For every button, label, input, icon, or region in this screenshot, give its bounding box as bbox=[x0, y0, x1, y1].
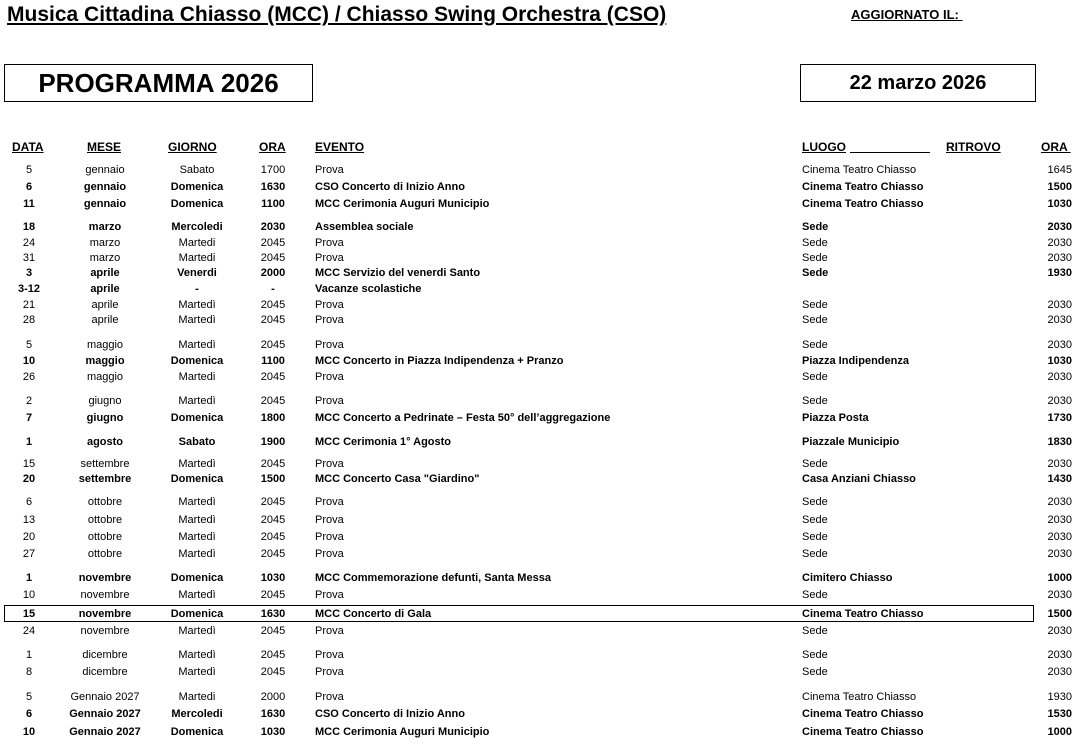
row-time: 1700 bbox=[260, 164, 286, 176]
row-venue: Sede bbox=[802, 514, 828, 526]
row-month: marzo bbox=[89, 237, 121, 249]
row-month: aprile bbox=[91, 299, 119, 311]
row-month: Gennaio 2027 bbox=[69, 708, 141, 720]
row-time: 2045 bbox=[260, 299, 286, 311]
row-event: Prova bbox=[315, 649, 344, 661]
row-date: 21 bbox=[22, 299, 36, 311]
table-row bbox=[0, 472, 1081, 487]
row-month: maggio bbox=[86, 339, 124, 351]
row-weekday: Martedi bbox=[178, 237, 216, 249]
row-meeting-time: 2030 bbox=[1047, 666, 1072, 678]
row-time: 2045 bbox=[260, 395, 286, 407]
header-mese: MESE bbox=[87, 140, 122, 154]
row-month: novembre bbox=[80, 625, 130, 637]
row-venue: Piazzale Municipio bbox=[802, 436, 900, 448]
row-weekday: Martedì bbox=[178, 649, 216, 661]
row-meeting-time: 1930 bbox=[1047, 691, 1072, 703]
row-event: Prova bbox=[315, 531, 344, 543]
row-weekday: Martedì bbox=[178, 314, 216, 326]
row-meeting-time: 1930 bbox=[1047, 267, 1072, 279]
row-weekday: Martedì bbox=[178, 395, 216, 407]
row-time: 2045 bbox=[260, 458, 286, 470]
row-date: 10 bbox=[22, 726, 36, 738]
row-venue: Sede bbox=[802, 625, 828, 637]
row-month: ottobre bbox=[87, 514, 123, 526]
row-event: Prova bbox=[315, 666, 344, 678]
row-date: 28 bbox=[22, 314, 36, 326]
row-venue: Sede bbox=[802, 252, 828, 264]
row-date: 10 bbox=[22, 355, 36, 367]
row-weekday: Martedì bbox=[178, 299, 216, 311]
row-time: 2045 bbox=[260, 649, 286, 661]
row-weekday: - bbox=[195, 283, 199, 295]
table-row bbox=[0, 530, 1081, 545]
row-event: MCC Cerimonia Auguri Municipio bbox=[315, 726, 490, 738]
row-venue: Sede bbox=[802, 548, 828, 560]
row-date: 3-12 bbox=[17, 283, 41, 295]
row-venue: Sede bbox=[802, 221, 829, 233]
table-row bbox=[0, 648, 1081, 663]
row-date: 1 bbox=[25, 436, 33, 448]
row-time: 2045 bbox=[260, 589, 286, 601]
row-venue: Cimitero Chiasso bbox=[802, 572, 893, 584]
row-venue: Sede bbox=[802, 649, 828, 661]
row-month: Gennaio 2027 bbox=[69, 726, 141, 738]
row-event: Prova bbox=[315, 371, 344, 383]
header-data: DATA bbox=[12, 140, 44, 154]
table-row bbox=[0, 313, 1081, 328]
row-meeting-time: 1000 bbox=[1047, 572, 1072, 584]
row-venue: Sede bbox=[802, 395, 828, 407]
row-event: Prova bbox=[315, 548, 344, 560]
row-date: 1 bbox=[25, 572, 33, 584]
row-venue: Sede bbox=[802, 314, 828, 326]
row-event: Prova bbox=[315, 496, 344, 508]
row-month: Gennaio 2027 bbox=[70, 691, 140, 703]
row-event: MCC Servizio del venerdi Santo bbox=[315, 267, 481, 279]
row-time: 1500 bbox=[260, 473, 286, 485]
row-month: ottobre bbox=[87, 496, 123, 508]
row-weekday: Martedì bbox=[178, 625, 216, 637]
row-weekday: Domenica bbox=[170, 572, 224, 584]
row-meeting-time: 2030 bbox=[1047, 589, 1072, 601]
row-time: 1030 bbox=[260, 726, 286, 738]
row-weekday: Domenica bbox=[170, 473, 224, 485]
row-month: gennaio bbox=[83, 198, 127, 210]
row-date: 6 bbox=[25, 496, 33, 508]
row-weekday: Martedì bbox=[178, 514, 216, 526]
row-event: Prova bbox=[315, 514, 344, 526]
row-weekday: Mercoledi bbox=[171, 708, 223, 720]
row-meeting-time: 2030 bbox=[1047, 339, 1072, 351]
row-venue: Sede bbox=[802, 496, 828, 508]
row-event: MCC Concerto Casa "Giardino" bbox=[315, 473, 480, 485]
row-venue: Cinema Teatro Chiasso bbox=[802, 181, 924, 193]
row-event: Prova bbox=[315, 339, 344, 351]
row-meeting-time: 1000 bbox=[1047, 726, 1072, 738]
row-meeting-time: 1730 bbox=[1047, 412, 1072, 424]
programme-title: PROGRAMMA 2026 bbox=[38, 67, 279, 98]
table-row bbox=[0, 665, 1081, 680]
row-time: 2045 bbox=[260, 548, 286, 560]
row-date: 10 bbox=[22, 589, 36, 601]
row-event: MCC Concerto a Pedrinate – Festa 50° dell’aggregazione bbox=[315, 412, 611, 424]
table-row bbox=[0, 338, 1081, 353]
header-ritrovo: RITROVO bbox=[946, 140, 1001, 154]
table-row bbox=[0, 571, 1081, 586]
row-venue: Sede bbox=[802, 371, 828, 383]
row-event: CSO Concerto di Inizio Anno bbox=[315, 181, 465, 193]
row-time: 1100 bbox=[261, 198, 285, 210]
row-date: 31 bbox=[22, 252, 36, 264]
row-time: 2000 bbox=[260, 691, 286, 703]
row-venue: Sede bbox=[802, 531, 828, 543]
row-month: dicembre bbox=[82, 649, 128, 661]
row-weekday: Martedì bbox=[178, 339, 216, 351]
row-venue: Cinema Teatro Chiasso bbox=[802, 608, 924, 620]
row-date: 24 bbox=[22, 625, 36, 637]
row-date: 6 bbox=[25, 181, 33, 193]
row-meeting-time: 2030 bbox=[1047, 237, 1072, 249]
row-time: 1030 bbox=[260, 572, 286, 584]
row-time: 2045 bbox=[260, 252, 286, 264]
row-meeting-time: 2030 bbox=[1047, 458, 1072, 470]
row-date: 26 bbox=[22, 371, 36, 383]
row-meeting-time: 2030 bbox=[1047, 252, 1072, 264]
row-date: 5 bbox=[25, 164, 33, 176]
row-weekday: Domenica bbox=[170, 355, 224, 367]
row-time: 2045 bbox=[260, 339, 286, 351]
row-meeting-time: 2030 bbox=[1047, 531, 1072, 543]
row-time: 1800 bbox=[260, 412, 286, 424]
row-weekday: Domenica bbox=[170, 608, 224, 620]
row-venue: Cinema Teatro Chiasso bbox=[802, 726, 924, 738]
row-month: aprile bbox=[91, 314, 119, 326]
row-event: MCC Concerto di Gala bbox=[315, 608, 432, 620]
table-row bbox=[0, 220, 1081, 235]
row-event: Prova bbox=[315, 252, 344, 264]
table-row bbox=[0, 707, 1081, 722]
row-meeting-time: 2030 bbox=[1047, 314, 1072, 326]
row-venue: Sede bbox=[802, 299, 828, 311]
row-weekday: Martedì bbox=[178, 589, 216, 601]
header-evento: EVENTO bbox=[315, 140, 365, 154]
row-weekday: Martedi bbox=[178, 691, 216, 703]
row-meeting-time: 2030 bbox=[1047, 395, 1072, 407]
table-row bbox=[0, 457, 1081, 472]
row-month: aprile bbox=[90, 267, 120, 279]
row-date: 3 bbox=[25, 267, 33, 279]
table-row bbox=[0, 266, 1081, 281]
row-month: aprile bbox=[90, 283, 120, 295]
row-event: MCC Commemorazione defunti, Santa Messa bbox=[315, 572, 551, 584]
table-row bbox=[0, 282, 1081, 297]
row-weekday: Domenica bbox=[170, 726, 224, 738]
row-event: Prova bbox=[315, 237, 344, 249]
table-row bbox=[0, 298, 1081, 313]
row-month: novembre bbox=[78, 572, 132, 584]
document-title: Musica Cittadina Chiasso (MCC) / Chiasso Swing Orchestra (CSO) bbox=[7, 3, 667, 26]
row-meeting-time: 1500 bbox=[1047, 608, 1072, 620]
row-venue: Cinema Teatro Chiasso bbox=[802, 198, 924, 210]
table-row bbox=[0, 354, 1081, 369]
updated-label: AGGIORNATO IL: bbox=[851, 7, 963, 22]
row-venue: Sede bbox=[802, 666, 828, 678]
row-venue: Sede bbox=[802, 339, 828, 351]
row-weekday: Martedì bbox=[178, 496, 216, 508]
row-month: ottobre bbox=[87, 531, 123, 543]
row-meeting-time: 1500 bbox=[1047, 181, 1072, 193]
updated-date: 22 marzo 2026 bbox=[849, 71, 987, 94]
row-date: 27 bbox=[22, 548, 36, 560]
row-weekday: Martedi bbox=[178, 252, 216, 264]
row-meeting-time: 1030 bbox=[1047, 355, 1072, 367]
row-time: 2045 bbox=[260, 514, 286, 526]
row-month: settembre bbox=[78, 473, 132, 485]
row-month: maggio bbox=[85, 355, 125, 367]
row-time: 1630 bbox=[260, 708, 286, 720]
row-time: 2000 bbox=[260, 267, 286, 279]
row-month: giugno bbox=[88, 395, 122, 407]
table-row bbox=[0, 435, 1081, 450]
row-date: 6 bbox=[25, 708, 33, 720]
row-event: CSO Concerto di Inizio Anno bbox=[315, 708, 465, 720]
row-meeting-time: 1645 bbox=[1047, 164, 1072, 176]
row-meeting-time: 2030 bbox=[1047, 221, 1072, 233]
row-weekday: Martedì bbox=[178, 666, 216, 678]
row-date: 18 bbox=[22, 221, 36, 233]
row-time: 2045 bbox=[260, 314, 286, 326]
row-date: 2 bbox=[25, 395, 33, 407]
table-row bbox=[0, 725, 1081, 740]
row-month: marzo bbox=[88, 221, 122, 233]
row-weekday: Mercoledi bbox=[171, 221, 223, 233]
row-month: maggio bbox=[86, 371, 124, 383]
row-month: giugno bbox=[86, 412, 124, 424]
row-meeting-time: 2030 bbox=[1047, 625, 1072, 637]
row-month: marzo bbox=[89, 252, 121, 264]
row-date: 1 bbox=[25, 649, 33, 661]
table-row bbox=[0, 624, 1081, 639]
row-meeting-time: 1030 bbox=[1047, 198, 1072, 210]
row-time: 2045 bbox=[260, 496, 286, 508]
row-venue: Sede bbox=[802, 589, 828, 601]
row-date: 13 bbox=[22, 514, 36, 526]
row-venue: Casa Anziani Chiasso bbox=[802, 473, 916, 485]
header-luogo: LUOGO bbox=[802, 140, 846, 154]
row-event: Prova bbox=[315, 625, 344, 637]
table-row bbox=[0, 236, 1081, 251]
programme-title-box bbox=[4, 64, 313, 102]
row-venue: Sede bbox=[802, 458, 828, 470]
table-row bbox=[0, 588, 1081, 603]
row-date: 8 bbox=[25, 666, 33, 678]
row-month: dicembre bbox=[82, 666, 128, 678]
row-date: 5 bbox=[25, 339, 33, 351]
updated-date-box bbox=[800, 64, 1036, 102]
row-time: 2030 bbox=[260, 221, 286, 233]
row-time: 1630 bbox=[260, 181, 286, 193]
header-giorno: GIORNO bbox=[168, 140, 217, 154]
row-date: 11 bbox=[23, 198, 35, 210]
row-month: novembre bbox=[78, 608, 132, 620]
row-meeting-time: 1530 bbox=[1047, 708, 1072, 720]
row-event: Vacanze scolastiche bbox=[315, 283, 422, 295]
row-date: 5 bbox=[25, 691, 33, 703]
table-row bbox=[0, 370, 1081, 385]
row-weekday: Martedì bbox=[178, 531, 216, 543]
row-weekday: Domenica bbox=[170, 181, 224, 193]
row-weekday: Domenica bbox=[170, 412, 224, 424]
table-row bbox=[0, 495, 1081, 510]
row-weekday: Martedì bbox=[178, 458, 216, 470]
row-month: gennaio bbox=[85, 164, 125, 176]
row-event: Prova bbox=[315, 691, 344, 703]
row-meeting-time: 2030 bbox=[1047, 299, 1072, 311]
table-row bbox=[0, 394, 1081, 409]
row-month: gennaio bbox=[83, 181, 127, 193]
row-event: Prova bbox=[315, 589, 344, 601]
row-time: 2045 bbox=[260, 666, 286, 678]
row-event: MCC Concerto in Piazza Indipendenza + Pranzo bbox=[315, 355, 564, 367]
row-date: 15 bbox=[22, 458, 36, 470]
row-month: novembre bbox=[80, 589, 130, 601]
row-meeting-time: 1830 bbox=[1047, 436, 1072, 448]
row-weekday: Venerdi bbox=[177, 267, 217, 279]
row-time: 1900 bbox=[260, 436, 286, 448]
row-event: Prova bbox=[315, 395, 344, 407]
row-venue: Cinema Teatro Chiasso bbox=[802, 691, 917, 703]
row-time: - bbox=[271, 283, 275, 295]
row-date: 7 bbox=[25, 412, 33, 424]
row-time: 2045 bbox=[260, 371, 286, 383]
row-event: Prova bbox=[315, 299, 344, 311]
row-meeting-time: 2030 bbox=[1047, 514, 1072, 526]
row-time: 2045 bbox=[260, 237, 286, 249]
row-event: MCC Cerimonia Auguri Municipio bbox=[315, 198, 490, 210]
row-time: 2045 bbox=[260, 625, 286, 637]
table-row bbox=[0, 197, 1081, 212]
row-event: Assemblea sociale bbox=[315, 221, 414, 233]
table-row bbox=[0, 690, 1081, 705]
row-event: Prova bbox=[315, 458, 344, 470]
header-ora: ORA bbox=[259, 140, 286, 154]
row-weekday: Domenica bbox=[170, 198, 224, 210]
row-date: 24 bbox=[22, 237, 36, 249]
row-month: agosto bbox=[86, 436, 124, 448]
row-venue: Piazza Posta bbox=[802, 412, 869, 424]
row-weekday: Sabato bbox=[179, 164, 215, 176]
row-event: Prova bbox=[315, 314, 344, 326]
header-ora-ritrovo: ORA bbox=[1041, 140, 1071, 154]
row-venue: Cinema Teatro Chiasso bbox=[802, 164, 917, 176]
row-time: 1100 bbox=[261, 355, 285, 367]
row-venue: Piazza Indipendenza bbox=[802, 355, 909, 367]
row-meeting-time: 2030 bbox=[1047, 371, 1072, 383]
row-weekday: Sabato bbox=[178, 436, 216, 448]
row-event: MCC Cerimonia 1° Agosto bbox=[315, 436, 452, 448]
row-time: 2045 bbox=[260, 531, 286, 543]
table-row bbox=[0, 251, 1081, 266]
table-row bbox=[0, 513, 1081, 528]
table-row bbox=[0, 607, 1081, 622]
row-month: ottobre bbox=[87, 548, 123, 560]
row-meeting-time: 2030 bbox=[1047, 496, 1072, 508]
row-month: settembre bbox=[80, 458, 130, 470]
row-event: Prova bbox=[315, 164, 344, 176]
row-date: 20 bbox=[22, 531, 36, 543]
table-row bbox=[0, 163, 1081, 178]
table-row bbox=[0, 180, 1081, 195]
row-weekday: Martedì bbox=[178, 548, 216, 560]
table-row bbox=[0, 547, 1081, 562]
row-venue: Sede bbox=[802, 267, 829, 279]
table-row bbox=[0, 411, 1081, 426]
row-meeting-time: 1430 bbox=[1047, 473, 1072, 485]
row-time: 1630 bbox=[260, 608, 286, 620]
row-meeting-time: 2030 bbox=[1047, 649, 1072, 661]
row-venue: Sede bbox=[802, 237, 828, 249]
row-weekday: Martedi bbox=[178, 371, 216, 383]
row-meeting-time: 2030 bbox=[1047, 548, 1072, 560]
row-venue: Cinema Teatro Chiasso bbox=[802, 708, 924, 720]
row-date: 15 bbox=[22, 608, 36, 620]
row-date: 20 bbox=[22, 473, 36, 485]
